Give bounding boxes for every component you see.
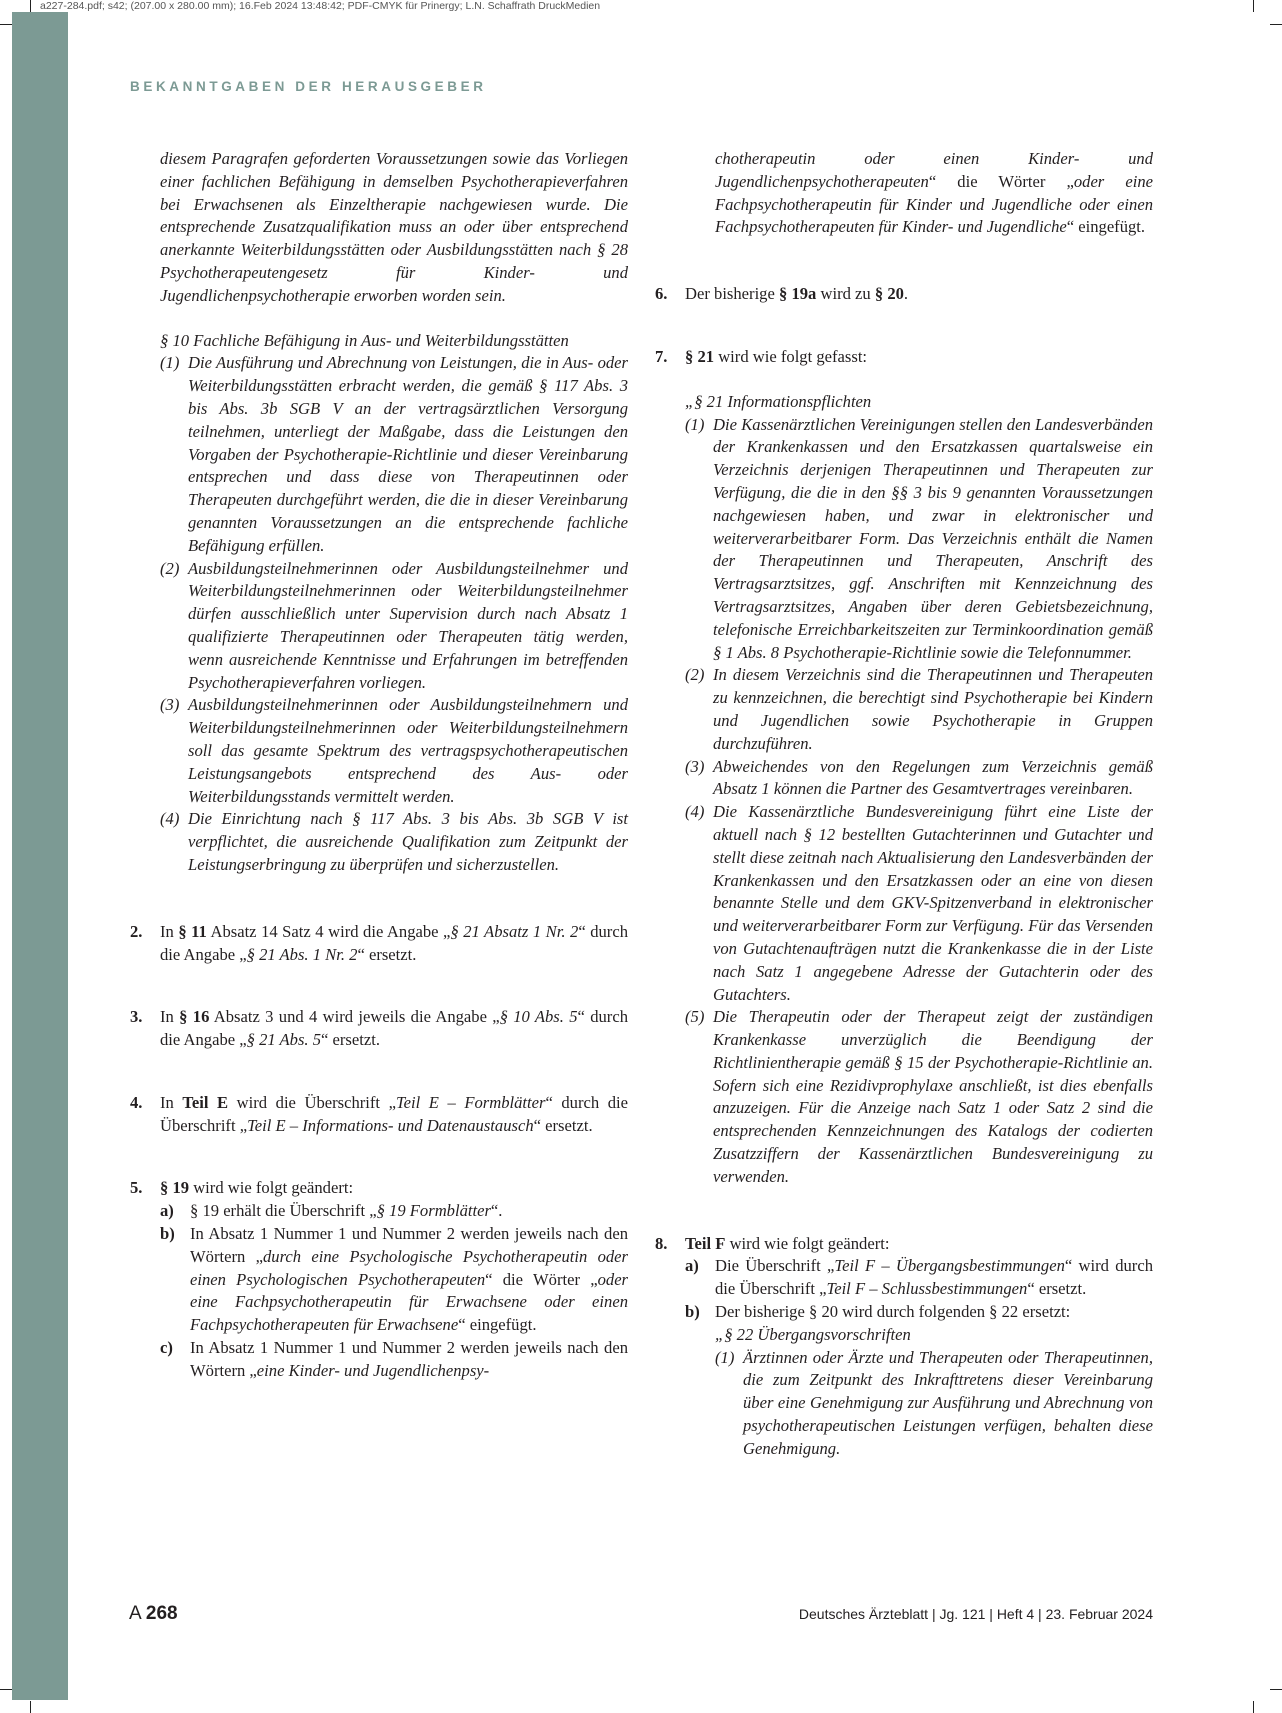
continued-text: chotherapeutin oder einen Kinder- und Jugendlichenpsychotherapeuten“ die Wörter „oder eine Fachpsychotherapeutin für Kinder und Jugendliche oder einen Fachpsychotherapeuten für Kinder- und Jugendliche“ eingefügt.	[715, 149, 1154, 237]
paragraph-22-title: „§ 22 Übergangsvorschriften	[715, 1324, 911, 1344]
paragraph-21-item: (3) Abweichendes von den Regelungen zum Verzeichnis gemäß Absatz 1 können die Partner des Gesamtvertrages vereinbaren.	[685, 756, 1153, 799]
amendment-item-6: 6. Der bisherige § 19a wird zu § 20.	[655, 284, 909, 304]
paragraph-10-item: (4) Die Einrichtung nach § 117 Abs. 3 bis Abs. 3b SGB V ist verpflichtet, die ausreichende Qualifikation zum Zeitpunkt der Leistungserbringung zu überprüfen und sicherzustellen.	[160, 809, 628, 874]
sub-item-a: a) § 19 erhält die Überschrift „§ 19 Formblätter“.	[160, 1201, 503, 1221]
crop-mark	[1270, 24, 1282, 25]
paragraph-21-title: „§ 21 Informationspflichten	[685, 391, 872, 411]
crop-mark	[0, 24, 12, 25]
paragraph-10-item: (1) Die Ausführung und Abrechnung von Leistungen, die in Aus- oder Weiterbildungsstätten erbracht werden, die gemäß § 117 Abs. 3 bis Abs. 3b SGB V an der vertragsärztlichen Versorgung teilnehmen, unterliegt der Maßgabe, dass die Leistungen den Vorgaben der Psychotherapie-Richtlinie und dieser Vereinbarung entsprechen und dass diese von Therapeutinnen oder Therapeuten durchgeführt werden, die die in dieser Vereinbarung genannten Voraussetzungen an die entsprechende fachliche Befähigung erfüllen.	[160, 353, 628, 555]
paragraph-10-title: § 10 Fachliche Befähigung in Aus- und Weiterbildungsstätten	[160, 330, 569, 350]
sub-item-b: b) In Absatz 1 Nummer 1 und Nummer 2 werden jeweils nach den Wörtern „durch eine Psychologische Psychotherapeutin oder einen Psychologischen Psychotherapeuten“ die Wörter „oder eine Fachpsychotherapeutin für Erwachsene oder einen Fachpsychotherapeuten für Erwachsene“ eingefügt.	[160, 1224, 629, 1335]
crop-mark	[1253, 1701, 1254, 1713]
crop-mark	[1253, 0, 1254, 12]
paragraph-10-list	[160, 352, 628, 876]
amendment-item-5: 5. § 19 wird wie folgt geändert: a) § 19 erhält die Überschrift „§ 19 Formblätter“. b) In Absatz 1 Nummer 1 und Nummer 2 werden jeweils nach den Wörtern „durch eine Psychologische Psychotherapeutin oder einen Psychologischen Psychotherapeuten“ die Wörter „oder eine Fachpsychotherapeutin für Erwachsene oder einen Fachpsychotherapeuten für Erwachsene“ eingefügt. c) In Absatz 1 Nummer 1 und Nummer 2 werden jeweils nach den Wörtern „eine Kinder- und Jugendlichenpsy-	[130, 1177, 628, 1382]
right-column	[655, 148, 1153, 1461]
crop-mark	[1270, 1689, 1282, 1690]
paragraph-21-item: (4) Die Kassenärztliche Bundesvereinigung führt eine Liste der aktuell nach § 12 bestellten Gutachterinnen und Gutachter und stellt diese zeitnah nach Aktualisierung den Landesverbänden der Krankenkassen und den Ersatzkassen oder an eine von diesen benannte Stelle und dem GKV-Spitzenverband in elektronischer und weiterverarbeitbarer Form zur Verfügung. Für das Versenden von Gutachtenaufträgen nutzt die Krankenkasse die in der Liste nach Satz 1 angegebene Adresse der Gutachterin oder des Gutachters.	[685, 802, 1153, 1004]
crop-mark	[30, 0, 31, 12]
crop-mark	[0, 1689, 12, 1690]
crop-mark	[30, 1701, 31, 1713]
paragraph-10-item: (2) Ausbildungsteilnehmerinnen oder Ausbildungsteilnehmer und Weiterbildungsteilnehmerinnen oder Weiterbildungsteilnehmer dürfen ausschließlich unter Supervision durch nach Absatz 1 qualifizierte Therapeutinnen oder Therapeuten tätig werden, wenn ausreichende Kenntnisse und Erfahrungen im betreffenden Psychotherapieverfahren vorliegen.	[160, 558, 628, 692]
journal-citation: Deutsches Ärzteblatt | Jg. 121 | Heft 4 | 23. Februar 2024	[798, 1606, 1153, 1622]
paragraph-21-item: (1) Die Kassenärztlichen Vereinigungen stellen den Landesverbänden der Krankenkassen und den Ersatzkassen quartalsweise ein Verzeichnis derjenigen Therapeutinnen und Therapeuten zur Verfügung, die die in den §§ 3 bis 9 genannten Voraussetzungen nachgewiesen haben, und zwar in elektronischer und weiterverarbeitbarer Form. Das Verzeichnis enthält die Namen der Therapeutinnen und Therapeuten, Anschrift des Vertragsarztsitzes, ggf. Anschriften mit Kennzeichnung des Vertragsarztsitzes, Angaben über deren Gebietsbezeichnung, telefonische Erreichbarkeitszeiten zur Terminkoordination gemäß § 1 Abs. 8 Psychotherapie-Richtlinie sowie die Telefonnummer.	[685, 414, 1153, 662]
paragraph-22-item: (1) Ärztinnen oder Ärzte und Therapeuten oder Therapeutinnen, die zum Zeitpunkt des Inkrafttretens dieser Vereinbarung über eine Genehmigung zur Ausführung und Abrechnung von psychotherapeutischen Leistungen verfügen, behalten diese Genehmigung.	[715, 1347, 1153, 1458]
amendment-item-3: 3. In § 16 Absatz 3 und 4 wird jeweils die Angabe „§ 10 Abs. 5“ durch die Angabe „§ 21 Abs. 5“ ersetzt.	[130, 1007, 628, 1050]
left-column	[130, 148, 628, 1383]
intro-paragraph: diesem Paragrafen geforderten Voraussetzungen sowie das Vorliegen einer fachlichen Befähigung in demselben Psychotherapieverfahren bei Erwachsenen als Einzeltherapie nachgewiesen wurde. Die entsprechende Zusatzqualifikation muss an oder über entsprechend anerkannte Weiterbildungsstätten oder Ausbildungsstätten nach § 28 Psychotherapeutengesetz für Kinder- und Jugendlichenpsychotherapie erworben worden sein.	[160, 149, 628, 305]
paragraph-21-list	[685, 414, 1153, 1189]
amendment-item-2: 2. In § 11 Absatz 14 Satz 4 wird die Angabe „§ 21 Absatz 1 Nr. 2“ durch die Angabe „§ 21 Abs. 1 Nr. 2“ ersetzt.	[130, 921, 628, 964]
paragraph-21-item: (5) Die Therapeutin oder der Therapeut zeigt der zuständigen Krankenkasse unverzüglich die Beendigung der Richtlinientherapie gemäß § 15 der Psychotherapie-Richtlinie an. Sofern sich eine Rezidivprophylaxe anschließt, ist dies ebenfalls anzuzeigen. Für die Anzeige nach Satz 1 oder Satz 2 sind die entsprechenden Kennzeichnungen des Katalogs der codierten Zusatzziffern der Kassenärztlichen Bundesvereinigung zu verwenden.	[685, 1007, 1153, 1186]
page-side-bar	[12, 12, 68, 1700]
amendment-item-7: 7. § 21 wird wie folgt gefasst:	[655, 346, 868, 366]
sub-item-c: c) In Absatz 1 Nummer 1 und Nummer 2 werden jeweils nach den Wörtern „eine Kinder- und Jugendlichenpsy-	[160, 1338, 628, 1380]
paragraph-10-item: (3) Ausbildungsteilnehmerinnen oder Ausbildungsteilnehmern und Weiterbildungsteilnehmerinnen oder Weiterbildungsteilnehmern soll das gesamte Spektrum des vertragspsychotherapeutischen Leistungsangebots entsprechend des Aus- oder Weiterbildungsstands vermittelt werden.	[160, 695, 628, 806]
amendment-item-8: 8. Teil F wird wie folgt geändert: a) Die Überschrift „Teil F – Übergangsbestimmungen“ wird durch die Überschrift „Teil F – Schlussbestimmungen“ ersetzt. b) Der bisherige § 20 wird durch folgenden § 22 ersetzt: „§ 22 Übergangsvorschriften (1) Ärztinnen oder Ärzte und Therapeuten oder Therapeutinnen, die zum Zeitpunkt des Inkrafttretens dieser Vereinbarung über eine Genehmigung zur Ausführung und Abrechnung von psychotherapeutischen Leistungen verfügen, behalten diese Genehmigung.	[655, 1233, 1153, 1461]
section-header: BEKANNTGABEN DER HERAUSGEBER	[130, 79, 487, 94]
sub-item-a: a) Die Überschrift „Teil F – Übergangsbestimmungen“ wird durch die Überschrift „Teil F – Schlussbestimmungen“ ersetzt.	[685, 1256, 1153, 1299]
print-info-line: a227-284.pdf; s42; (207.00 x 280.00 mm); 16.Feb 2024 13:48:42; PDF-CMYK für Prinergy; L.N. Schaffrath DruckMedien	[40, 0, 601, 12]
page-number: A 268	[129, 1603, 178, 1624]
paragraph-21-item: (2) In diesem Verzeichnis sind die Therapeutinnen und Therapeuten zu kennzeichnen, die berechtigt sind Psychotherapie bei Kindern und Jugendlichen sowie Psychotherapie in Gruppen durchzuführen.	[685, 665, 1153, 753]
amendment-item-4: 4. In Teil E wird die Überschrift „Teil E – Formblätter“ durch die Überschrift „Teil E – Informations- und Datenaustausch“ ersetzt.	[130, 1092, 628, 1135]
sub-item-b: b) Der bisherige § 20 wird durch folgenden § 22 ersetzt: „§ 22 Übergangsvorschriften (1) Ärztinnen oder Ärzte und Therapeuten oder Therapeutinnen, die zum Zeitpunkt des Inkrafttretens dieser Vereinbarung über eine Genehmigung zur Ausführung und Abrechnung von psychotherapeutischen Leistungen verfügen, behalten diese Genehmigung.	[685, 1301, 1153, 1461]
